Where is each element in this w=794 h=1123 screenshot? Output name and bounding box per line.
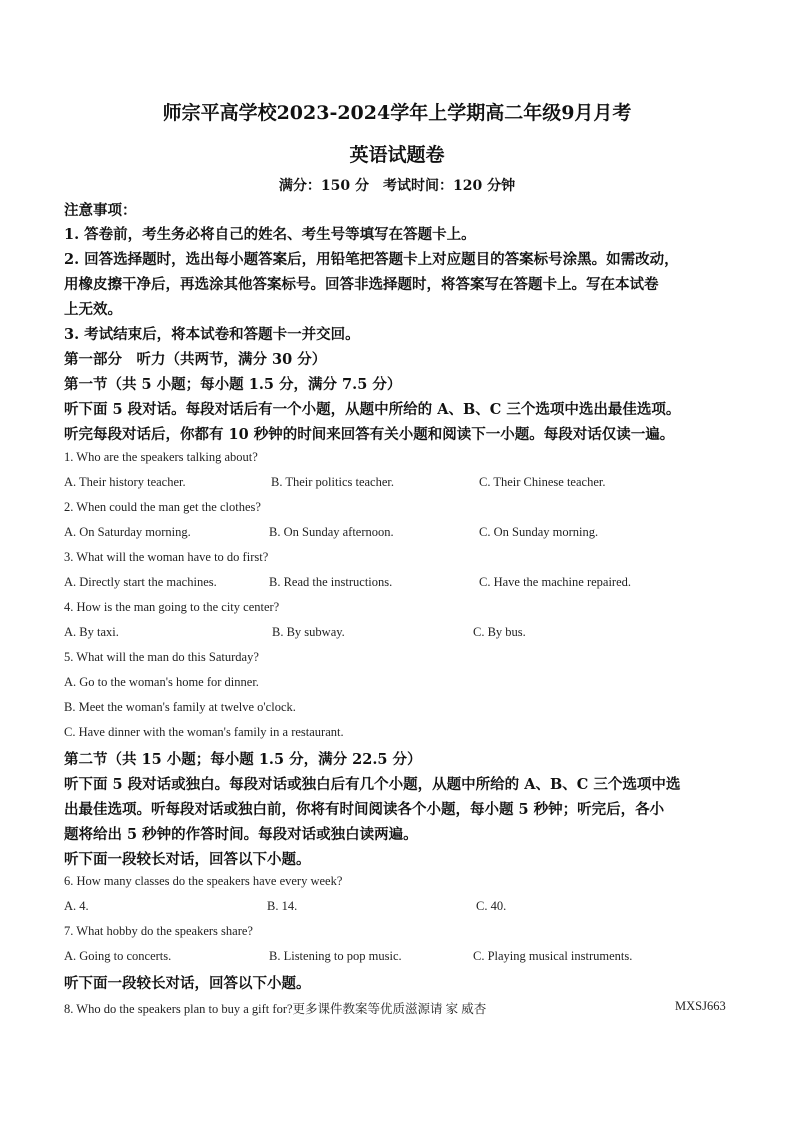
question-4-option-c: C. By bus. (473, 625, 526, 639)
question-2: 2. When could the man get the clothes? (64, 500, 261, 514)
question-7: 7. What hobby do the speakers share? (64, 924, 253, 938)
notes-heading: 注意事项： (64, 202, 137, 219)
question-2-option-b: B. On Sunday afternoon. (269, 525, 394, 539)
question-6-option-a: A. 4. (64, 899, 89, 913)
section2-instruction-line-2: 出最佳选项。听每段对话或独白前，你将有时间阅读各个小题，每小题 5 秒钟；听完后，各小 (64, 801, 665, 818)
question-2-option-a: A. On Saturday morning. (64, 525, 191, 539)
question-8: 8. Who do the speakers plan to buy a gift for?更多课件教案等优质滋源请 家 威杏 (64, 1002, 487, 1016)
dialog-intro-2: 听下面一段较长对话，回答以下小题。 (64, 975, 311, 992)
question-7-option-b: B. Listening to pop music. (269, 949, 402, 963)
question-1-option-b: B. Their politics teacher. (271, 475, 394, 489)
question-4-option-a: A. By taxi. (64, 625, 119, 639)
dialog-intro-1: 听下面一段较长对话，回答以下小题。 (64, 851, 311, 868)
section1-instruction-line-1: 听下面 5 段对话。每段对话后有一个小题，从题中所给的 A、B、C 三个选项中选出最佳选项。 (64, 401, 681, 418)
question-5-option-a: A. Go to the woman's home for dinner. (64, 675, 259, 689)
exam-subtitle: 英语试题卷 (349, 144, 445, 166)
section2-instruction-line-1: 听下面 5 段对话或独白。每段对话或独白后有几个小题，从题中所给的 A、B、C 三个选项中选 (64, 776, 681, 793)
question-8-code: MXSJ663 (675, 999, 726, 1013)
section2-heading: 第二节（共 15 小题；每小题 1.5 分，满分 22.5 分） (64, 751, 422, 768)
question-5: 5. What will the man do this Saturday? (64, 650, 259, 664)
question-6-option-c: C. 40. (476, 899, 507, 913)
exam-title: 师宗平高学校2023-2024学年上学期高二年级9月月考 (162, 102, 632, 124)
note-item-2-line-3: 上无效。 (64, 301, 122, 318)
note-item-1: 1. 答卷前，考生务必将自己的姓名、考生号等填写在答题卡上。 (64, 226, 476, 243)
section1-instruction-line-2: 听完每段对话后，你都有 10 秒钟的时间来回答有关小题和阅读下一小题。每段对话仅读一遍。 (64, 426, 675, 443)
score-time-line: 满分：150 分 考试时间：120 分钟 (278, 178, 516, 194)
question-5-option-c: C. Have dinner with the woman's family in a restaurant. (64, 725, 344, 739)
question-6: 6. How many classes do the speakers have every week? (64, 874, 343, 888)
note-item-3: 3. 考试结束后，将本试卷和答题卡一并交回。 (64, 326, 360, 343)
question-7-option-a: A. Going to concerts. (64, 949, 172, 963)
question-3-option-c: C. Have the machine repaired. (479, 575, 632, 589)
question-1-option-a: A. Their history teacher. (64, 475, 186, 489)
note-item-2-line-1: 2. 回答选择题时，选出每小题答案后，用铅笔把答题卡上对应题目的答案标号涂黑。如需改动， (64, 251, 679, 268)
note-item-2-line-2: 用橡皮擦干净后，再选涂其他答案标号。回答非选择题时，将答案写在答题卡上。写在本试卷 (64, 276, 659, 293)
part1-heading: 第一部分 听力（共两节，满分 30 分） (64, 351, 327, 368)
question-4-option-b: B. By subway. (272, 625, 345, 639)
question-1: 1. Who are the speakers talking about? (64, 450, 258, 464)
question-1-option-c: C. Their Chinese teacher. (479, 475, 606, 489)
question-3-option-b: B. Read the instructions. (269, 575, 393, 589)
section1-heading: 第一节（共 5 小题；每小题 1.5 分，满分 7.5 分） (64, 376, 402, 393)
question-7-option-c: C. Playing musical instruments. (473, 949, 633, 963)
question-3: 3. What will the woman have to do first? (64, 550, 269, 564)
question-5-option-b: B. Meet the woman's family at twelve o'clock. (64, 700, 296, 714)
question-3-option-a: A. Directly start the machines. (64, 575, 217, 589)
section2-instruction-line-3: 题将给出 5 秒钟的作答时间。每段对话或独白读两遍。 (64, 826, 418, 843)
question-2-option-c: C. On Sunday morning. (479, 525, 599, 539)
question-6-option-b: B. 14. (267, 899, 298, 913)
question-4: 4. How is the man going to the city center? (64, 600, 280, 614)
